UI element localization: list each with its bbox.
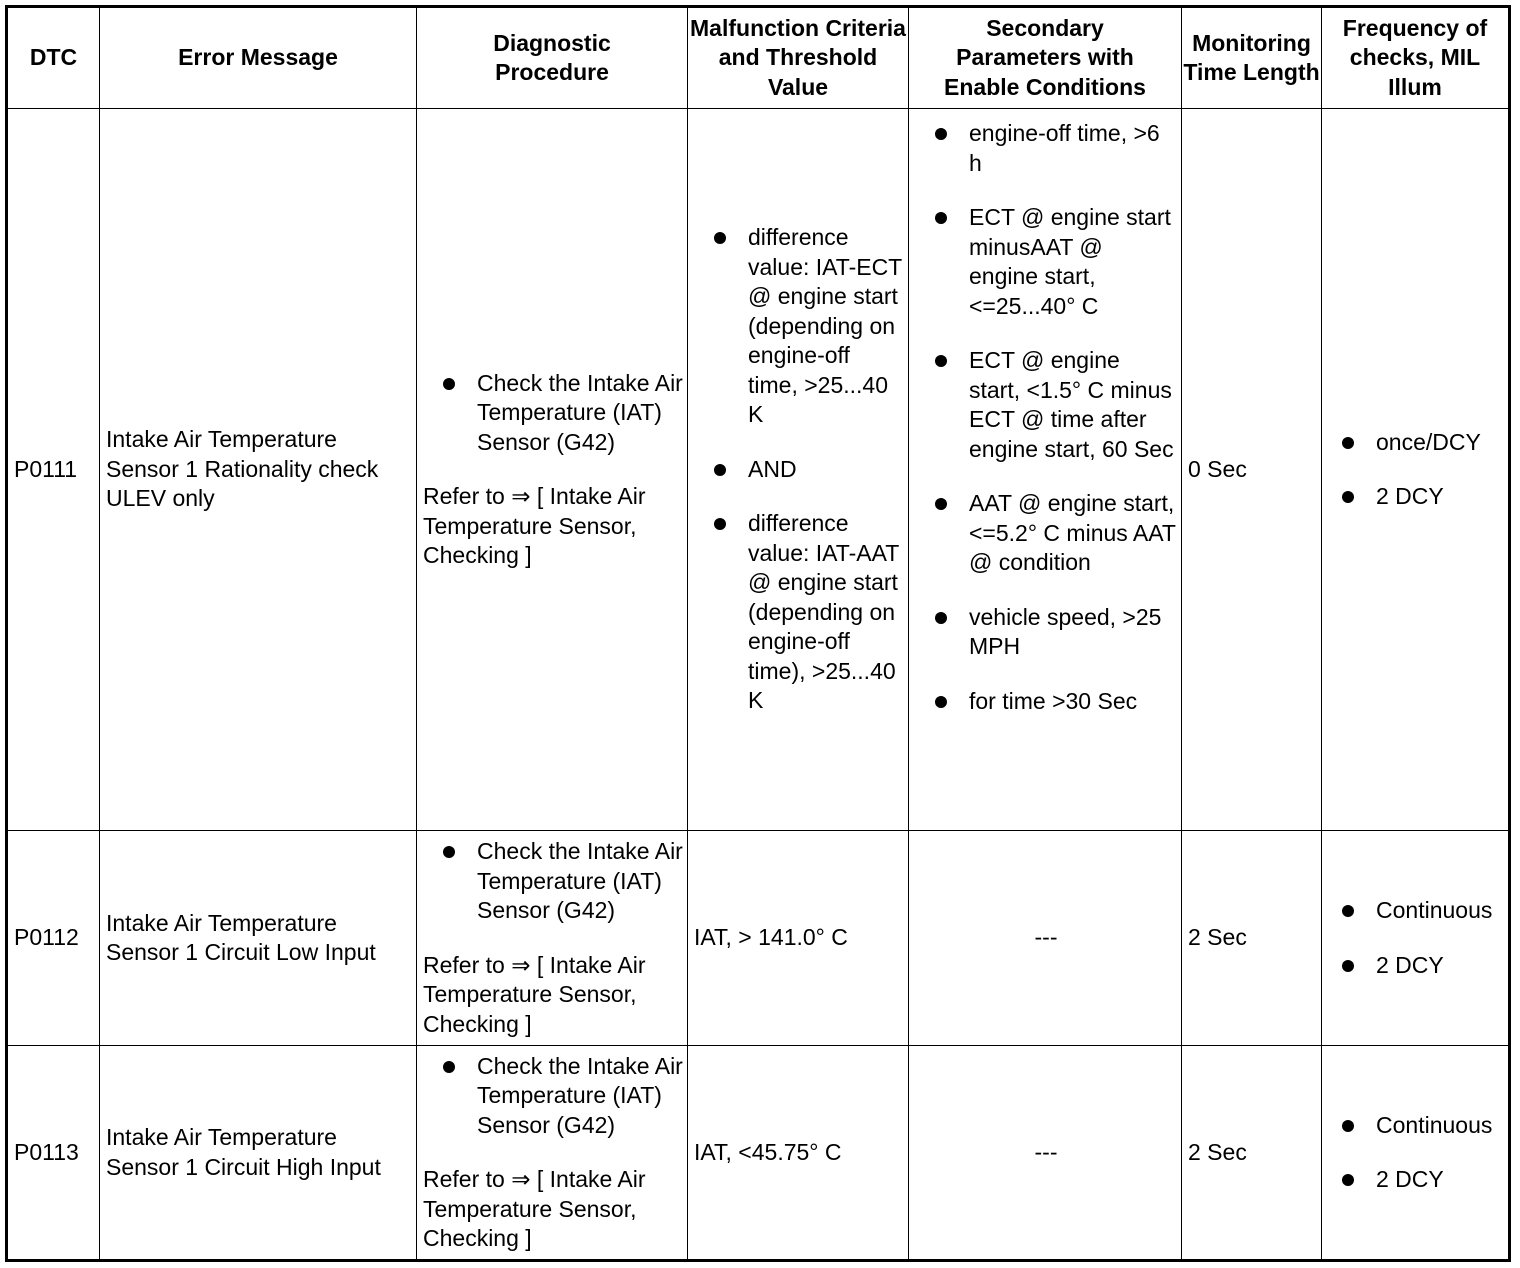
dtc-code: P0111 bbox=[7, 109, 100, 831]
table-row bbox=[7, 1046, 1510, 1261]
frequency-list bbox=[1322, 1111, 1504, 1195]
diagnostic-procedure bbox=[417, 1046, 688, 1261]
secondary-parameters: --- bbox=[909, 1046, 1182, 1261]
list-item: AAT @ engine start, <=5.2° C minus AAT @ condition bbox=[915, 489, 1177, 578]
secondary-list bbox=[915, 119, 1177, 716]
header-secondary-parameters: Secondary Parameters with Enable Conditions bbox=[909, 7, 1182, 109]
monitoring-time: 2 Sec bbox=[1182, 1046, 1322, 1261]
list-item: 2 DCY bbox=[1322, 951, 1504, 981]
header-frequency: Frequency of checks, MIL Illum bbox=[1322, 7, 1510, 109]
list-item: ECT @ engine start minusAAT @ engine start, <=25...40° C bbox=[915, 203, 1177, 321]
diagnostic-procedure bbox=[417, 109, 688, 831]
table-row bbox=[7, 109, 1510, 831]
list-item: 2 DCY bbox=[1322, 1165, 1504, 1195]
diagnostic-procedure bbox=[417, 831, 688, 1046]
list-item: ECT @ engine start, <1.5° C minus ECT @ time after engine start, 60 Sec bbox=[915, 346, 1177, 464]
frequency bbox=[1322, 831, 1510, 1046]
dtc-code: P0112 bbox=[7, 831, 100, 1046]
list-item: once/DCY bbox=[1322, 428, 1504, 458]
frequency bbox=[1322, 1046, 1510, 1261]
list-item: vehicle speed, >25 MPH bbox=[915, 603, 1177, 662]
procedure-reference: Refer to ⇒ [ Intake Air Temperature Sensor, Checking ] bbox=[423, 483, 646, 568]
header-diagnostic-procedure: Diagnostic Procedure bbox=[417, 7, 688, 109]
secondary-parameters bbox=[909, 109, 1182, 831]
list-item: Check the Intake Air Temperature (IAT) Sensor (G42) bbox=[423, 1052, 683, 1141]
list-item: engine-off time, >6 h bbox=[915, 119, 1177, 178]
frequency-list bbox=[1322, 428, 1504, 512]
dtc-code: P0113 bbox=[7, 1046, 100, 1261]
monitoring-time: 0 Sec bbox=[1182, 109, 1322, 831]
list-item: Continuous bbox=[1322, 1111, 1504, 1141]
frequency-list bbox=[1322, 896, 1504, 980]
list-item: for time >30 Sec bbox=[915, 687, 1177, 717]
malfunction-criteria: IAT, <45.75° C bbox=[688, 1046, 909, 1261]
malfunction-criteria: IAT, > 141.0° C bbox=[688, 831, 909, 1046]
list-item: 2 DCY bbox=[1322, 482, 1504, 512]
procedure-reference: Refer to ⇒ [ Intake Air Temperature Sensor, Checking ] bbox=[423, 1166, 646, 1251]
procedure-list bbox=[423, 837, 683, 926]
secondary-parameters: --- bbox=[909, 831, 1182, 1046]
list-item: difference value: IAT-AAT @ engine start (depending on engine-off time), >25...40 K bbox=[694, 509, 904, 716]
header-error-message: Error Message bbox=[100, 7, 417, 109]
list-item: Check the Intake Air Temperature (IAT) Sensor (G42) bbox=[423, 837, 683, 926]
malfunction-list bbox=[694, 223, 904, 716]
procedure-reference: Refer to ⇒ [ Intake Air Temperature Sensor, Checking ] bbox=[423, 951, 646, 1037]
list-item: AND bbox=[694, 455, 904, 485]
header-monitoring-time: Monitoring Time Length bbox=[1182, 7, 1322, 109]
table-row bbox=[7, 831, 1510, 1046]
procedure-list bbox=[423, 1052, 683, 1141]
list-item: Check the Intake Air Temperature (IAT) Sensor (G42) bbox=[423, 369, 683, 458]
header-row bbox=[7, 7, 1510, 109]
error-message: Intake Air Temperature Sensor 1 Circuit High Input bbox=[100, 1046, 417, 1261]
dtc-table bbox=[5, 5, 1511, 1262]
monitoring-time: 2 Sec bbox=[1182, 831, 1322, 1046]
list-item: Continuous bbox=[1322, 896, 1504, 926]
header-malfunction-criteria: Malfunction Criteria and Threshold Value bbox=[688, 7, 909, 109]
procedure-list bbox=[423, 369, 683, 458]
header-dtc: DTC bbox=[7, 7, 100, 109]
malfunction-criteria bbox=[688, 109, 909, 831]
frequency bbox=[1322, 109, 1510, 831]
error-message: Intake Air Temperature Sensor 1 Rationality check ULEV only bbox=[100, 109, 417, 831]
list-item: difference value: IAT-ECT @ engine start (depending on engine-off time, >25...40 K bbox=[694, 223, 904, 430]
error-message: Intake Air Temperature Sensor 1 Circuit Low Input bbox=[100, 831, 417, 1046]
